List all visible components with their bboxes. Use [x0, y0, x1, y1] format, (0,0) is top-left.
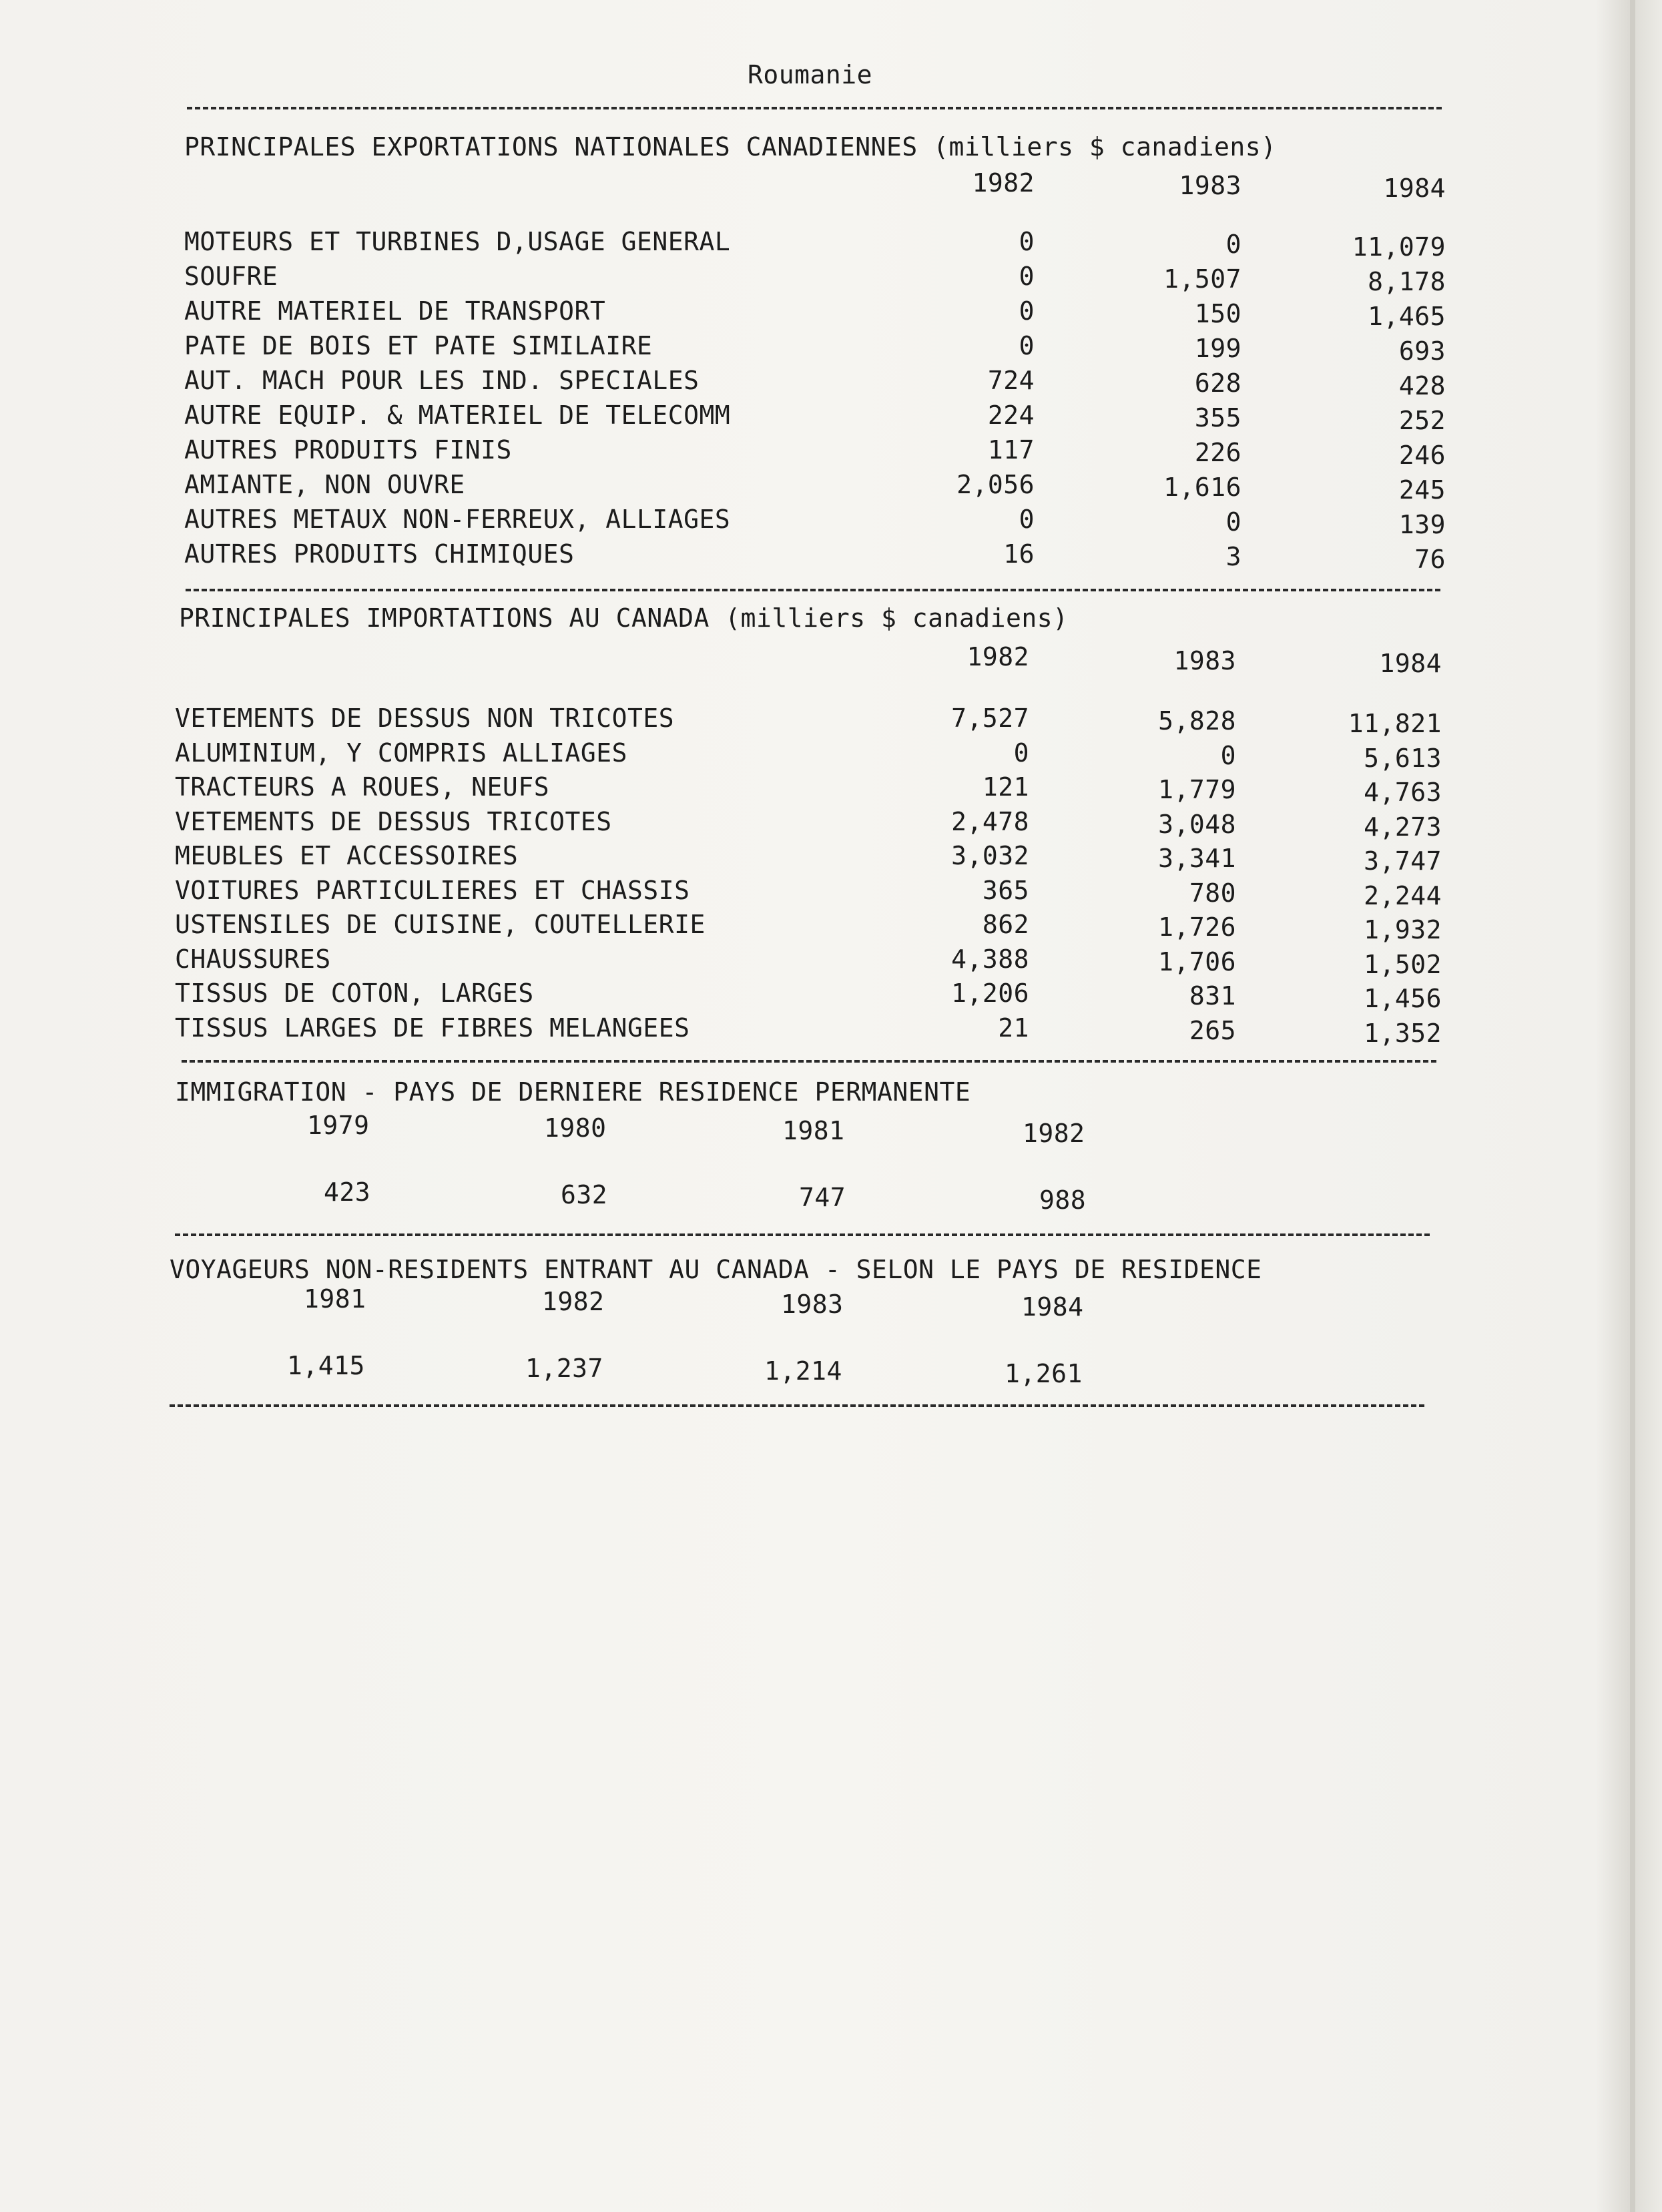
- travellers-year-1982: 1982: [542, 1287, 605, 1316]
- imports-cell-1982: 121: [982, 772, 1029, 802]
- exports-cell-1984: 8,178: [1368, 267, 1446, 296]
- imports-cell-1982: 7,527: [951, 704, 1029, 733]
- exports-year-1983: 1983: [1179, 171, 1241, 200]
- exports-cell-1983: 0: [1225, 507, 1241, 537]
- exports-cell-1984: 693: [1398, 336, 1446, 366]
- exports-cell-1983: 0: [1225, 230, 1241, 259]
- travellers-heading: VOYAGEURS NON-RESIDENTS ENTRANT AU CANADA - SELON LE PAYS DE RESIDENCE: [170, 1255, 1262, 1284]
- exports-row-label: AUTRES METAUX NON-FERREUX, ALLIAGES: [184, 505, 731, 534]
- immigration-year-1981: 1981: [782, 1116, 845, 1145]
- imports-row-label: MEUBLES ET ACCESSOIRES: [175, 841, 519, 870]
- exports-cell-1983: 1,507: [1163, 264, 1241, 294]
- immigration-year-1980: 1980: [544, 1113, 607, 1143]
- imports-cell-1983: 1,779: [1158, 775, 1236, 804]
- immigration-heading: IMMIGRATION - PAYS DE DERNIERE RESIDENCE PERMANENTE: [175, 1077, 971, 1107]
- exports-cell-1984: 252: [1398, 406, 1446, 435]
- imports-cell-1982: 4,388: [951, 944, 1029, 974]
- imports-cell-1982: 1,206: [951, 979, 1029, 1008]
- exports-cell-1983: 226: [1194, 438, 1241, 467]
- travellers-year-1981: 1981: [304, 1284, 366, 1314]
- imports-cell-1984: 1,456: [1364, 984, 1442, 1013]
- imports-cell-1983: 1,706: [1158, 946, 1236, 977]
- imports-cell-1984: 2,244: [1364, 880, 1442, 910]
- exports-cell-1982: 16: [1003, 539, 1035, 569]
- exports-year-1984: 1984: [1383, 174, 1446, 203]
- exports-cell-1982: 224: [987, 400, 1035, 430]
- exports-cell-1982: 0: [1019, 262, 1035, 291]
- imports-cell-1984: 1,502: [1364, 949, 1442, 979]
- exports-cell-1983: 150: [1194, 299, 1241, 328]
- imports-row-label: VOITURES PARTICULIERES ET CHASSIS: [175, 875, 690, 905]
- travellers-value-1982: 1,237: [525, 1354, 603, 1383]
- travellers-year-1984: 1984: [1021, 1292, 1084, 1322]
- imports-cell-1983: 265: [1189, 1015, 1236, 1045]
- exports-cell-1984: 245: [1398, 475, 1446, 505]
- exports-cell-1984: 428: [1398, 371, 1446, 400]
- divider-bottom: [170, 1404, 1424, 1407]
- exports-cell-1982: 0: [1019, 296, 1035, 326]
- travellers-value-1984: 1,261: [1005, 1359, 1083, 1388]
- exports-row-label: MOTEURS ET TURBINES D,USAGE GENERAL: [184, 227, 731, 256]
- imports-cell-1984: 1,932: [1364, 915, 1442, 944]
- imports-row-label: TRACTEURS A ROUES, NEUFS: [175, 772, 550, 802]
- exports-cell-1982: 0: [1019, 505, 1035, 534]
- exports-cell-1983: 3: [1225, 542, 1241, 571]
- immigration-value-1981: 747: [799, 1183, 846, 1212]
- imports-row-label: USTENSILES DE CUISINE, COUTELLERIE: [175, 910, 706, 939]
- imports-row-label: ALUMINIUM, Y COMPRIS ALLIAGES: [175, 738, 627, 768]
- imports-cell-1982: 862: [982, 910, 1029, 939]
- exports-row-label: PATE DE BOIS ET PATE SIMILAIRE: [184, 331, 653, 360]
- imports-cell-1982: 21: [998, 1013, 1029, 1043]
- imports-cell-1984: 11,821: [1348, 709, 1442, 738]
- page-title: Roumanie: [748, 60, 873, 89]
- imports-cell-1983: 3,341: [1158, 844, 1236, 873]
- exports-row-label: AUTRE MATERIEL DE TRANSPORT: [184, 296, 606, 326]
- imports-cell-1983: 0: [1220, 740, 1236, 770]
- exports-cell-1984: 1,465: [1368, 302, 1446, 331]
- imports-cell-1983: 1,726: [1158, 912, 1236, 942]
- exports-row-label: SOUFRE: [184, 262, 278, 291]
- exports-cell-1982: 2,056: [956, 470, 1035, 499]
- exports-row-label: AUT. MACH POUR LES IND. SPECIALES: [184, 366, 700, 395]
- imports-year-1982: 1982: [966, 642, 1029, 671]
- imports-row-label: VETEMENTS DE DESSUS NON TRICOTES: [175, 704, 675, 733]
- imports-cell-1984: 4,273: [1364, 812, 1442, 842]
- exports-cell-1983: 628: [1194, 368, 1241, 398]
- exports-cell-1983: 355: [1194, 403, 1241, 433]
- exports-row-label: AUTRE EQUIP. & MATERIEL DE TELECOMM: [184, 400, 731, 430]
- exports-cell-1982: 0: [1019, 331, 1035, 360]
- immigration-value-1979: 423: [324, 1177, 371, 1207]
- imports-cell-1982: 3,032: [951, 841, 1029, 870]
- imports-cell-1982: 0: [1013, 738, 1029, 768]
- imports-row-label: TISSUS LARGES DE FIBRES MELANGEES: [175, 1013, 690, 1043]
- exports-row-label: AMIANTE, NON OUVRE: [184, 470, 465, 499]
- immigration-value-1980: 632: [561, 1180, 608, 1209]
- imports-row-label: TISSUS DE COTON, LARGES: [175, 979, 534, 1008]
- imports-row-label: CHAUSSURES: [175, 944, 331, 974]
- exports-cell-1984: 11,079: [1352, 232, 1446, 262]
- exports-cell-1983: 1,616: [1163, 473, 1241, 502]
- imports-heading: PRINCIPALES IMPORTATIONS AU CANADA (milliers $ canadiens): [179, 603, 1069, 633]
- exports-heading: PRINCIPALES EXPORTATIONS NATIONALES CANADIENNES (milliers $ canadiens): [184, 132, 1277, 162]
- imports-row-label: VETEMENTS DE DESSUS TRICOTES: [175, 806, 612, 836]
- imports-cell-1984: 4,763: [1364, 778, 1442, 807]
- exports-year-1982: 1982: [972, 168, 1035, 198]
- imports-cell-1983: 831: [1189, 981, 1236, 1011]
- divider-top: [187, 107, 1442, 109]
- imports-cell-1984: 5,613: [1364, 743, 1442, 773]
- imports-cell-1982: 2,478: [951, 806, 1029, 836]
- imports-cell-1984: 3,747: [1364, 846, 1442, 876]
- exports-cell-1982: 724: [987, 366, 1035, 395]
- exports-cell-1984: 246: [1398, 441, 1446, 470]
- imports-cell-1983: 5,828: [1158, 706, 1236, 736]
- exports-cell-1984: 76: [1414, 545, 1446, 574]
- exports-row-label: AUTRES PRODUITS FINIS: [184, 435, 512, 465]
- imports-cell-1983: 3,048: [1158, 809, 1236, 839]
- divider-imports: [182, 1060, 1436, 1063]
- imports-cell-1984: 1,352: [1364, 1018, 1442, 1048]
- travellers-year-1983: 1983: [781, 1290, 844, 1319]
- imports-cell-1983: 780: [1189, 878, 1236, 908]
- exports-cell-1982: 117: [987, 435, 1035, 465]
- imports-year-1983: 1983: [1173, 646, 1236, 675]
- exports-row-label: AUTRES PRODUITS CHIMIQUES: [184, 539, 575, 569]
- travellers-value-1983: 1,214: [764, 1356, 842, 1386]
- immigration-year-1982: 1982: [1023, 1119, 1085, 1148]
- exports-cell-1984: 139: [1398, 510, 1446, 539]
- exports-cell-1983: 199: [1194, 334, 1241, 363]
- imports-cell-1982: 365: [982, 875, 1029, 905]
- immigration-year-1979: 1979: [307, 1111, 370, 1140]
- divider-exports: [186, 589, 1440, 591]
- imports-year-1984: 1984: [1379, 649, 1442, 678]
- immigration-value-1982: 988: [1039, 1185, 1087, 1215]
- exports-cell-1982: 0: [1019, 227, 1035, 256]
- divider-immigration: [175, 1233, 1430, 1236]
- travellers-value-1981: 1,415: [287, 1351, 365, 1380]
